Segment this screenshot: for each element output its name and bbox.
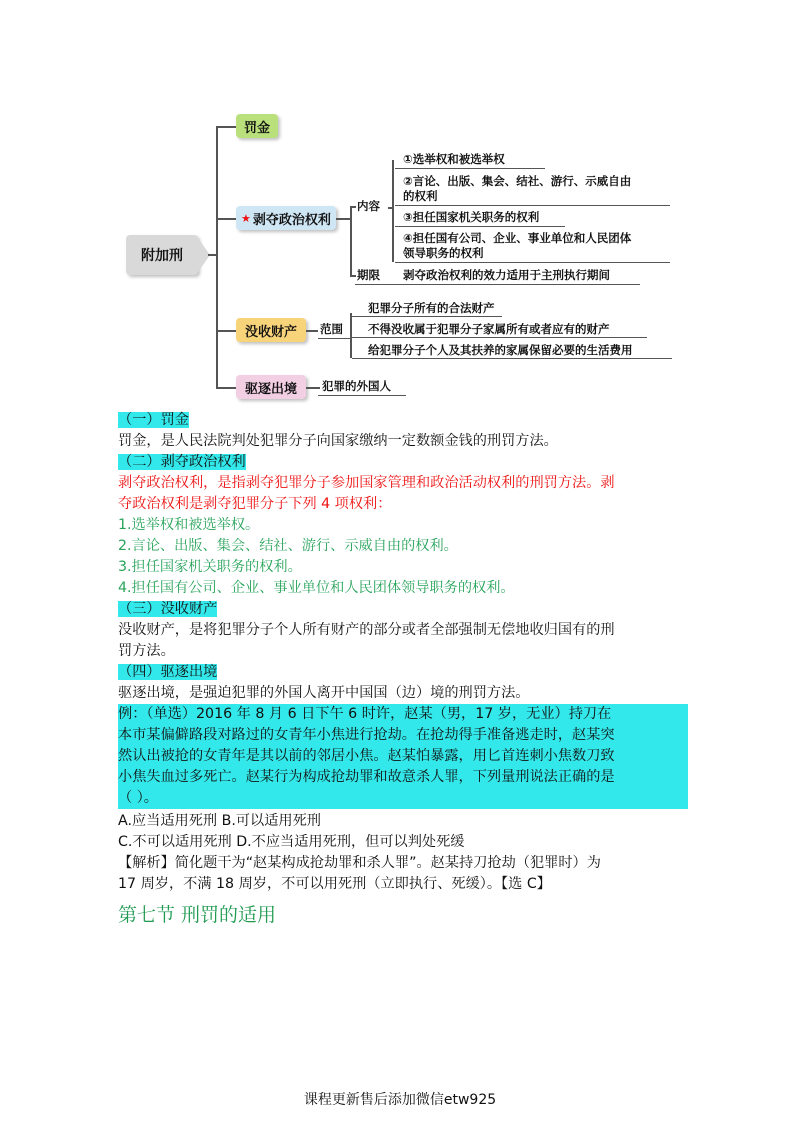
example-line-1: 例：（单选）2016 年 8 月 6 日下午 6 时许，赵某（男，17 岁，无业）持刀在 <box>118 706 612 722</box>
scope-label: 范围 <box>320 322 343 336</box>
content-item-1: ①选举权和被选举权 <box>403 152 505 166</box>
document-body <box>118 410 688 926</box>
analysis-line-2: 17 周岁，不满 18 周岁，不可以用死刑（立即执行、死缓）。【选 C】 <box>118 876 551 892</box>
fine-node <box>236 114 278 138</box>
deprive-connector <box>216 218 236 220</box>
deport-underline <box>318 395 406 396</box>
deport-connector <box>216 387 236 389</box>
deport-text: 犯罪的外国人 <box>322 379 391 393</box>
content-connector <box>350 206 356 208</box>
section-2-title: （二）剥夺政治权利 <box>118 454 246 470</box>
right-item-3: 3.担任国家机关职务的权利。 <box>118 559 302 575</box>
term-text: 剥夺政治权利的效力适用于主刑执行期间 <box>403 268 610 282</box>
scope-item-3: 给犯罪分子个人及其扶养的家属保留必要的生活费用 <box>368 343 633 357</box>
content-item-4a: ④担任国有公司、企业、事业单位和人民团体 <box>403 231 632 245</box>
deport-node <box>236 375 306 399</box>
content-item-line <box>392 160 394 262</box>
confiscate-label: 没收财产 <box>244 324 297 340</box>
right-item-2: 2.言论、出版、集会、结社、游行、示威自由的权利。 <box>118 538 458 554</box>
root-label: 附加刑 <box>141 248 183 264</box>
confiscate-connector <box>216 330 236 332</box>
section-2-red-line-2: 夺政治权利是剥夺犯罪分子下列 4 项权利： <box>118 496 392 512</box>
example-line-2: 本市某偏僻路段对路过的女青年小焦进行抢劫。在抢劫得手准备逃走时，赵某突 <box>118 727 615 743</box>
star-icon: ★ <box>241 211 251 225</box>
section-3-text-2: 罚方法。 <box>118 643 175 659</box>
scope-branch-line <box>350 313 352 358</box>
section-4-title: （四）驱逐出境 <box>118 664 218 680</box>
content-item-2a: ②言论、出版、集会、结社、游行、示威自由 <box>403 174 632 188</box>
content-item-4b: 领导职务的权利 <box>403 246 484 260</box>
options-line-2: C.不可以适用死刑 D.不应当适用死刑，但可以判处死缓 <box>118 834 465 850</box>
analysis-line-1: 【解析】简化题干为“赵某构成抢劫罪和杀人罪”。赵某持刀抢劫（犯罪时）为 <box>118 855 601 871</box>
deprive-out-line <box>336 218 350 220</box>
right-item-1: 1.选举权和被选举权。 <box>118 517 260 533</box>
section-3-text-1: 没收财产，是将犯罪分子个人所有财产的部分或者全部强制无偿地收归国有的刑 <box>118 622 615 638</box>
underline-4 <box>395 262 670 263</box>
underline-2 <box>395 205 670 206</box>
scope-item-2: 不得没收属于犯罪分子家属所有或者应有的财产 <box>368 322 610 336</box>
example-line-3: 然认出被抢的女青年是其以前的邻居小焦。赵某怕暴露，用匕首连刺小焦数刀致 <box>118 748 615 764</box>
underline-3 <box>395 226 565 227</box>
deprive-node <box>236 206 336 230</box>
section-heading: 第七节 刑罚的适用 <box>118 904 277 926</box>
content-item-2b: 的权利 <box>403 189 438 203</box>
trunk-line <box>216 126 218 388</box>
right-item-4: 4.担任国有公司、企业、事业单位和人民团体领导职务的权利。 <box>118 580 515 596</box>
confiscate-out-line <box>306 330 318 332</box>
example-line-4: 小焦失血过多死亡。赵某行为构成抢劫罪和故意杀人罪，下列量刑说法正确的是 <box>118 769 615 785</box>
content-label: 内容 <box>357 199 380 213</box>
deprive-branch-line <box>350 206 352 276</box>
scope-item-1: 犯罪分子所有的合法财产 <box>368 301 495 315</box>
scope-underline-2 <box>352 337 647 338</box>
root-connector <box>208 254 217 256</box>
fine-label: 罚金 <box>243 120 270 136</box>
scope-underline <box>318 338 350 339</box>
deport-out-line <box>306 387 320 389</box>
root-node <box>126 235 198 275</box>
section-1-title: （一）罚金 <box>118 412 189 428</box>
term-label: 期限 <box>357 268 380 282</box>
section-2-red-line-1: 剥夺政治权利，是指剥夺犯罪分子参加国家管理和政治活动权利的刑罚方法。剥 <box>118 475 615 491</box>
content-item-stub <box>388 207 393 209</box>
underline-1 <box>395 168 545 169</box>
term-underline <box>355 284 640 285</box>
fine-connector <box>216 126 236 128</box>
confiscate-node <box>236 318 306 342</box>
content-item-3: ③担任国家机关职务的权利 <box>403 210 540 224</box>
section-1-text: 罚金，是人民法院判处犯罪分子向国家缴纳一定数额金钱的刑罚方法。 <box>118 433 558 449</box>
section-4-text: 驱逐出境，是强迫犯罪的外国人离开中国国（边）境的刑罚方法。 <box>118 685 530 701</box>
deport-label: 驱逐出境 <box>244 381 297 397</box>
scope-underline-3 <box>352 358 672 359</box>
example-line-5: （ ）。 <box>118 790 158 806</box>
page-footer: 课程更新售后添加微信etw925 <box>303 1092 497 1108</box>
example-block <box>118 704 688 809</box>
deprive-label: 剥夺政治权利 <box>252 212 331 228</box>
term-connector <box>350 275 356 277</box>
scope-underline-1 <box>352 316 502 317</box>
section-3-title: （三）没收财产 <box>118 601 218 617</box>
options-line-1: A.应当适用死刑 B.可以适用死刑 <box>118 813 321 829</box>
